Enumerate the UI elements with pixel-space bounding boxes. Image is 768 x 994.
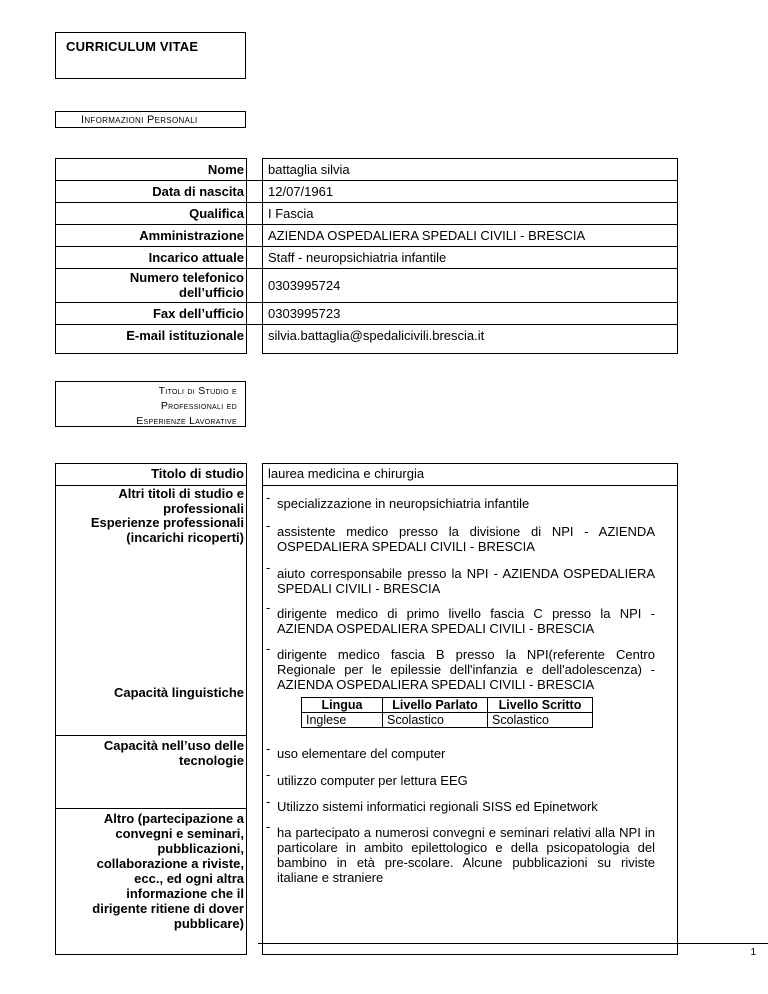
label-telefono: Numero telefonico dell’ufficio <box>129 270 244 300</box>
value-fax: 0303995723 <box>268 306 341 321</box>
label-altro-4: collaborazione a riviste, <box>96 856 244 871</box>
label-altri-titoli-1: Altri titoli di studio e <box>118 486 244 501</box>
label-altro-5: ecc., ed ogni altra <box>134 871 244 886</box>
footer-rule <box>258 943 768 944</box>
language-name: Inglese <box>302 713 383 728</box>
row-divider <box>55 324 678 325</box>
bullet-dash: - <box>266 560 271 575</box>
label-incarico: Incarico attuale <box>148 250 244 265</box>
label-lingue: Capacità linguistiche <box>113 685 244 700</box>
bullet-dash: - <box>266 741 271 756</box>
section-heading-personal-text: Informazioni Personali <box>81 114 198 126</box>
value-email: silvia.battaglia@spedalicivili.brescia.it <box>268 328 485 343</box>
section-heading-titoli-line1: Titoli di Studio e <box>158 385 237 397</box>
language-col-lingua: Lingua <box>302 698 383 713</box>
esperienza-item: dirigente medico di primo livello fascia C presso la NPI - AZIENDA OSPEDALIERA SPEDALI CIVILI - BRESCIA <box>277 606 655 636</box>
value-data-nascita: 12/07/1961 <box>268 184 334 199</box>
bullet-dash: - <box>266 819 271 834</box>
section-heading-titoli-line2: Professionali ed <box>160 400 237 412</box>
row-divider <box>55 735 247 736</box>
row-divider <box>55 246 678 247</box>
language-spoken-level: Scolastico <box>383 713 488 728</box>
label-altro-1: Altro (partecipazione a <box>103 811 244 826</box>
language-row <box>302 713 593 728</box>
label-fax: Fax dell’ufficio <box>152 306 244 321</box>
label-altro-8: pubblicare) <box>173 916 244 931</box>
label-altro-2: convegni e seminari, <box>115 826 244 841</box>
language-written-level: Scolastico <box>488 713 593 728</box>
value-telefono: 0303995724 <box>268 278 341 293</box>
row-divider <box>55 268 678 269</box>
section-heading-personal <box>55 111 246 128</box>
cv-title-box <box>55 32 246 79</box>
label-nome: Nome <box>207 162 244 177</box>
language-col-parlato: Livello Parlato <box>383 698 488 713</box>
label-altro-7: dirigente ritiene di dover <box>92 901 244 916</box>
value-titolo-studio: laurea medicina e chirurgia <box>268 466 425 481</box>
row-divider <box>55 202 678 203</box>
language-table <box>301 697 593 728</box>
tecnologie-item: Utilizzo sistemi informatici regionali SISS ed Epinetwork <box>277 799 598 814</box>
altro-item: ha partecipato a numerosi convegni e seminari relativi alla NPI in particolare in ambito epilettologico e della psicopatologia del bambino in età pre-scolare. Alcune pubblicazioni su riviste italiane e straniere <box>277 825 655 885</box>
section-heading-titoli-line3: Esperienze Lavorative <box>136 415 237 427</box>
row-divider <box>55 302 678 303</box>
bullet-dash: - <box>266 794 271 809</box>
language-col-scritto: Livello Scritto <box>488 698 593 713</box>
section-heading-titoli <box>55 381 246 427</box>
altri-titoli-item: specializzazione in neuropsichiatria infantile <box>277 496 530 511</box>
label-email: E-mail istituzionale <box>126 328 244 343</box>
row-divider <box>55 808 247 809</box>
label-tecnologie-2: tecnologie <box>178 753 244 768</box>
tecnologie-item: uso elementare del computer <box>277 746 446 761</box>
label-altro-6: informazione che il <box>126 886 244 901</box>
label-altro-3: pubblicazioni, <box>157 841 244 856</box>
bullet-dash: - <box>266 641 271 656</box>
row-divider <box>55 180 678 181</box>
bullet-dash: - <box>266 518 271 533</box>
row-divider <box>262 485 678 486</box>
value-qualifica: I Fascia <box>268 206 314 221</box>
row-divider <box>55 224 678 225</box>
value-incarico: Staff - neuropsichiatria infantile <box>268 250 447 265</box>
label-tecnologie-1: Capacità nell’uso delle <box>103 738 244 753</box>
label-esperienze-1: Esperienze professionali <box>90 515 244 530</box>
label-altri-titoli-2: professionali <box>163 501 244 516</box>
bullet-dash: - <box>266 767 271 782</box>
page-number: 1 <box>750 947 756 958</box>
tecnologie-item: utilizzo computer per lettura EEG <box>277 773 468 788</box>
label-qualifica: Qualifica <box>189 206 244 221</box>
value-amministrazione: AZIENDA OSPEDALIERA SPEDALI CIVILI - BRESCIA <box>268 228 586 243</box>
value-nome: battaglia silvia <box>268 162 350 177</box>
esperienza-item: aiuto corresponsabile presso la NPI - AZIENDA OSPEDALIERA SPEDALI CIVILI - BRESCIA <box>277 566 655 596</box>
bullet-dash: - <box>266 490 271 505</box>
label-titolo-studio: Titolo di studio <box>151 466 244 481</box>
cv-title: CURRICULUM VITAE <box>66 39 199 54</box>
label-esperienze-2: (incarichi ricoperti) <box>126 530 244 545</box>
label-data-nascita: Data di nascita <box>152 184 244 199</box>
label-amministrazione: Amministrazione <box>139 228 244 243</box>
language-table-header <box>302 698 593 713</box>
esperienza-item: assistente medico presso la divisione di NPI - AZIENDA OSPEDALIERA SPEDALI CIVILI - BRESCIA <box>277 524 655 554</box>
esperienza-item: dirigente medico fascia B presso la NPI(referente Centro Regionale per le epilessie dell'infanzia e dell'adolescenza) - AZIENDA OSPEDALIERA SPEDALI CIVILI - BRESCIA <box>277 647 655 692</box>
bullet-dash: - <box>266 600 271 615</box>
